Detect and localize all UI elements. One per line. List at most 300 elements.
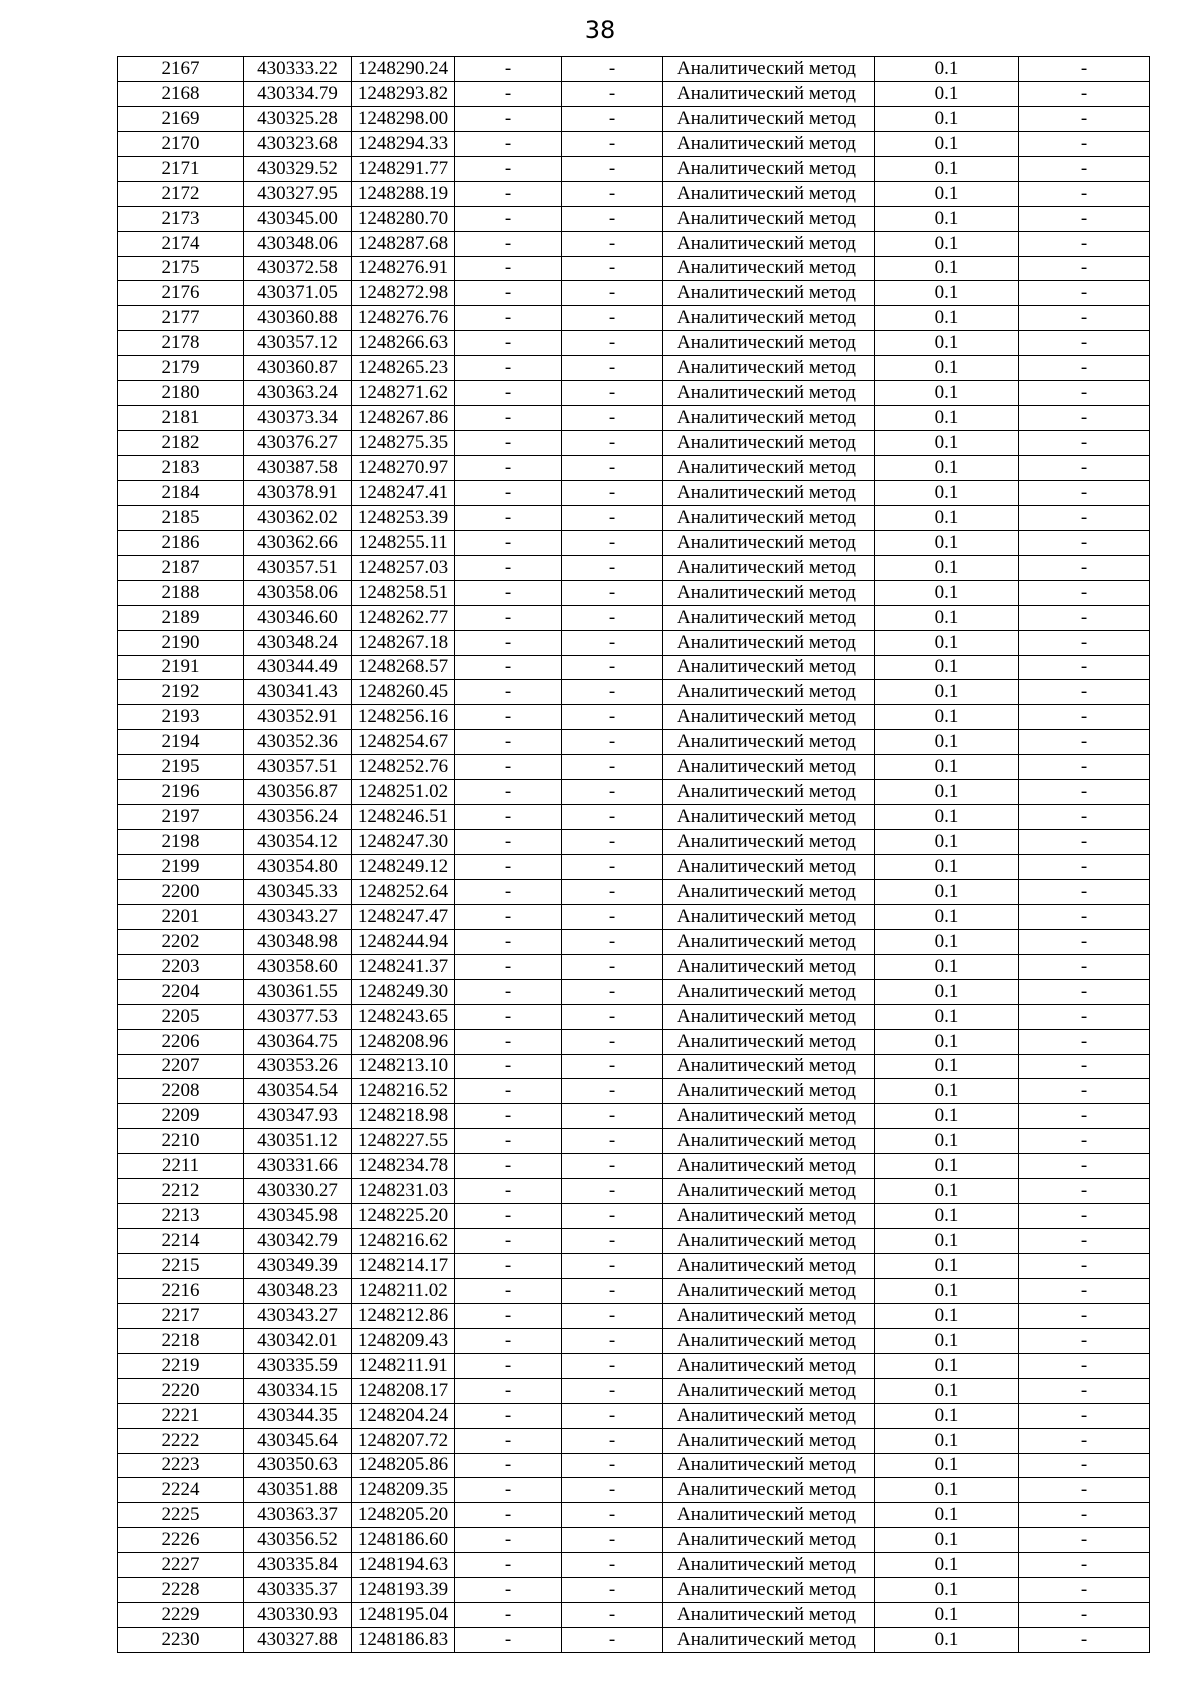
cell-col-5: - [562,1503,663,1528]
cell-col-4: - [455,181,562,206]
cell-point-number: 2210 [118,1129,244,1154]
cell-point-number: 2230 [118,1628,244,1653]
cell-accuracy: 0.1 [875,1029,1019,1054]
cell-point-number: 2190 [118,630,244,655]
cell-coord-x: 430330.93 [244,1603,352,1628]
cell-accuracy: 0.1 [875,1528,1019,1553]
cell-coord-x: 430357.51 [244,755,352,780]
cell-coord-y: 1248298.00 [352,106,455,131]
cell-col-4: - [455,805,562,830]
cell-col-4: - [455,1204,562,1229]
cell-col-8: - [1019,655,1150,680]
cell-coord-y: 1248271.62 [352,381,455,406]
cell-col-5: - [562,580,663,605]
cell-method: Аналитический метод [663,655,875,680]
cell-method: Аналитический метод [663,830,875,855]
cell-col-8: - [1019,929,1150,954]
cell-col-4: - [455,456,562,481]
cell-coord-x: 430364.75 [244,1029,352,1054]
cell-col-4: - [455,480,562,505]
cell-accuracy: 0.1 [875,156,1019,181]
cell-col-4: - [455,1603,562,1628]
cell-accuracy: 0.1 [875,1054,1019,1079]
cell-col-4: - [455,156,562,181]
cell-accuracy: 0.1 [875,505,1019,530]
table-row [118,755,1150,780]
cell-coord-x: 430351.88 [244,1478,352,1503]
cell-accuracy: 0.1 [875,580,1019,605]
cell-method: Аналитический метод [663,929,875,954]
table-row [118,630,1150,655]
cell-method: Аналитический метод [663,381,875,406]
cell-coord-x: 430371.05 [244,281,352,306]
cell-accuracy: 0.1 [875,1453,1019,1478]
cell-col-8: - [1019,1303,1150,1328]
cell-col-5: - [562,1553,663,1578]
cell-col-8: - [1019,81,1150,106]
cell-col-4: - [455,1303,562,1328]
cell-accuracy: 0.1 [875,131,1019,156]
cell-coord-y: 1248208.17 [352,1378,455,1403]
table-row [118,705,1150,730]
cell-method: Аналитический метод [663,605,875,630]
cell-method: Аналитический метод [663,57,875,82]
cell-col-5: - [562,755,663,780]
cell-coord-y: 1248256.16 [352,705,455,730]
table-row [118,1578,1150,1603]
cell-col-4: - [455,256,562,281]
cell-col-5: - [562,705,663,730]
cell-point-number: 2196 [118,780,244,805]
cell-accuracy: 0.1 [875,306,1019,331]
cell-point-number: 2226 [118,1528,244,1553]
cell-col-8: - [1019,505,1150,530]
cell-coord-x: 430350.63 [244,1453,352,1478]
cell-col-4: - [455,406,562,431]
cell-coord-x: 430342.79 [244,1229,352,1254]
cell-point-number: 2227 [118,1553,244,1578]
cell-method: Аналитический метод [663,331,875,356]
cell-col-4: - [455,855,562,880]
cell-accuracy: 0.1 [875,1428,1019,1453]
cell-method: Аналитический метод [663,954,875,979]
cell-accuracy: 0.1 [875,755,1019,780]
cell-coord-y: 1248276.91 [352,256,455,281]
cell-point-number: 2191 [118,655,244,680]
cell-point-number: 2192 [118,680,244,705]
cell-coord-x: 430343.27 [244,904,352,929]
cell-col-5: - [562,1578,663,1603]
cell-col-5: - [562,256,663,281]
cell-col-8: - [1019,431,1150,456]
cell-coord-y: 1248257.03 [352,555,455,580]
cell-col-5: - [562,1129,663,1154]
cell-col-8: - [1019,1278,1150,1303]
cell-point-number: 2225 [118,1503,244,1528]
cell-col-5: - [562,655,663,680]
table-row [118,1453,1150,1478]
cell-method: Аналитический метод [663,106,875,131]
cell-col-4: - [455,1004,562,1029]
cell-accuracy: 0.1 [875,206,1019,231]
table-row [118,1129,1150,1154]
cell-accuracy: 0.1 [875,1079,1019,1104]
cell-method: Аналитический метод [663,730,875,755]
cell-coord-y: 1248212.86 [352,1303,455,1328]
cell-method: Аналитический метод [663,456,875,481]
cell-coord-y: 1248265.23 [352,356,455,381]
table-row [118,1104,1150,1129]
cell-col-8: - [1019,1528,1150,1553]
cell-point-number: 2178 [118,331,244,356]
cell-method: Аналитический метод [663,1528,875,1553]
cell-col-4: - [455,1478,562,1503]
cell-col-8: - [1019,680,1150,705]
cell-coord-y: 1248266.63 [352,331,455,356]
cell-method: Аналитический метод [663,1453,875,1478]
table-row [118,456,1150,481]
cell-method: Аналитический метод [663,805,875,830]
cell-accuracy: 0.1 [875,256,1019,281]
cell-col-8: - [1019,1104,1150,1129]
cell-col-4: - [455,1179,562,1204]
cell-accuracy: 0.1 [875,456,1019,481]
table-row [118,356,1150,381]
cell-coord-y: 1248258.51 [352,580,455,605]
cell-col-4: - [455,780,562,805]
cell-coord-x: 430352.36 [244,730,352,755]
cell-accuracy: 0.1 [875,431,1019,456]
cell-coord-x: 430358.06 [244,580,352,605]
cell-point-number: 2172 [118,181,244,206]
table-row [118,206,1150,231]
cell-col-8: - [1019,1378,1150,1403]
cell-point-number: 2185 [118,505,244,530]
cell-coord-y: 1248244.94 [352,929,455,954]
cell-point-number: 2173 [118,206,244,231]
cell-col-5: - [562,406,663,431]
cell-accuracy: 0.1 [875,705,1019,730]
cell-col-5: - [562,855,663,880]
cell-coord-y: 1248249.30 [352,979,455,1004]
cell-method: Аналитический метод [663,1353,875,1378]
table-row [118,406,1150,431]
cell-method: Аналитический метод [663,306,875,331]
cell-accuracy: 0.1 [875,1104,1019,1129]
cell-method: Аналитический метод [663,1278,875,1303]
table-row [118,431,1150,456]
cell-coord-y: 1248267.86 [352,406,455,431]
cell-accuracy: 0.1 [875,231,1019,256]
cell-coord-x: 430323.68 [244,131,352,156]
cell-accuracy: 0.1 [875,1204,1019,1229]
cell-col-8: - [1019,1628,1150,1653]
cell-point-number: 2199 [118,855,244,880]
cell-coord-y: 1248241.37 [352,954,455,979]
cell-accuracy: 0.1 [875,181,1019,206]
table-row [118,480,1150,505]
cell-col-5: - [562,381,663,406]
cell-col-5: - [562,830,663,855]
cell-col-5: - [562,1453,663,1478]
cell-col-8: - [1019,331,1150,356]
cell-col-4: - [455,680,562,705]
cell-method: Аналитический метод [663,555,875,580]
table-row [118,505,1150,530]
cell-col-8: - [1019,979,1150,1004]
cell-col-5: - [562,555,663,580]
cell-coord-y: 1248227.55 [352,1129,455,1154]
cell-method: Аналитический метод [663,530,875,555]
cell-col-4: - [455,1054,562,1079]
cell-col-5: - [562,680,663,705]
cell-method: Аналитический метод [663,580,875,605]
table-row [118,331,1150,356]
cell-coord-y: 1248262.77 [352,605,455,630]
cell-accuracy: 0.1 [875,1179,1019,1204]
cell-accuracy: 0.1 [875,1303,1019,1328]
cell-accuracy: 0.1 [875,1628,1019,1653]
cell-accuracy: 0.1 [875,1278,1019,1303]
cell-accuracy: 0.1 [875,1004,1019,1029]
cell-col-4: - [455,1578,562,1603]
cell-col-4: - [455,1104,562,1129]
table-row [118,929,1150,954]
cell-col-8: - [1019,705,1150,730]
cell-point-number: 2206 [118,1029,244,1054]
cell-coord-x: 430327.95 [244,181,352,206]
cell-coord-x: 430348.06 [244,231,352,256]
cell-col-8: - [1019,356,1150,381]
cell-col-8: - [1019,530,1150,555]
cell-accuracy: 0.1 [875,855,1019,880]
cell-point-number: 2222 [118,1428,244,1453]
cell-accuracy: 0.1 [875,1353,1019,1378]
cell-col-4: - [455,381,562,406]
cell-coord-y: 1248213.10 [352,1054,455,1079]
table-row [118,1378,1150,1403]
cell-accuracy: 0.1 [875,81,1019,106]
cell-col-8: - [1019,1403,1150,1428]
cell-col-5: - [562,1179,663,1204]
cell-col-5: - [562,131,663,156]
cell-coord-x: 430378.91 [244,480,352,505]
cell-method: Аналитический метод [663,356,875,381]
cell-point-number: 2211 [118,1154,244,1179]
cell-col-4: - [455,655,562,680]
cell-point-number: 2180 [118,381,244,406]
cell-col-8: - [1019,1353,1150,1378]
cell-col-8: - [1019,1428,1150,1453]
cell-col-5: - [562,306,663,331]
table-row [118,655,1150,680]
cell-col-4: - [455,356,562,381]
cell-accuracy: 0.1 [875,1254,1019,1279]
cell-method: Аналитический метод [663,1029,875,1054]
cell-point-number: 2212 [118,1179,244,1204]
cell-coord-x: 430330.27 [244,1179,352,1204]
cell-col-5: - [562,1628,663,1653]
cell-coord-x: 430353.26 [244,1054,352,1079]
cell-col-5: - [562,281,663,306]
cell-accuracy: 0.1 [875,1478,1019,1503]
table-row [118,680,1150,705]
cell-coord-x: 430347.93 [244,1104,352,1129]
cell-point-number: 2204 [118,979,244,1004]
cell-point-number: 2221 [118,1403,244,1428]
cell-col-5: - [562,1004,663,1029]
cell-method: Аналитический метод [663,1503,875,1528]
cell-col-8: - [1019,1553,1150,1578]
cell-method: Аналитический метод [663,1154,875,1179]
cell-method: Аналитический метод [663,1628,875,1653]
cell-accuracy: 0.1 [875,480,1019,505]
cell-coord-x: 430348.23 [244,1278,352,1303]
cell-coord-y: 1248207.72 [352,1428,455,1453]
cell-coord-x: 430346.60 [244,605,352,630]
cell-coord-y: 1248211.91 [352,1353,455,1378]
table-row [118,106,1150,131]
cell-col-8: - [1019,1179,1150,1204]
cell-col-5: - [562,206,663,231]
table-row [118,1204,1150,1229]
cell-accuracy: 0.1 [875,381,1019,406]
cell-col-4: - [455,929,562,954]
cell-col-4: - [455,1403,562,1428]
cell-coord-x: 430342.01 [244,1328,352,1353]
cell-col-8: - [1019,231,1150,256]
cell-coord-y: 1248225.20 [352,1204,455,1229]
cell-col-5: - [562,1229,663,1254]
cell-point-number: 2217 [118,1303,244,1328]
table-row [118,1553,1150,1578]
cell-col-5: - [562,1478,663,1503]
cell-coord-y: 1248243.65 [352,1004,455,1029]
cell-point-number: 2224 [118,1478,244,1503]
cell-coord-y: 1248294.33 [352,131,455,156]
cell-coord-y: 1248253.39 [352,505,455,530]
cell-col-8: - [1019,730,1150,755]
cell-method: Аналитический метод [663,1378,875,1403]
cell-coord-x: 430362.02 [244,505,352,530]
table-row [118,1403,1150,1428]
cell-method: Аналитический метод [663,1004,875,1029]
cell-accuracy: 0.1 [875,680,1019,705]
cell-col-4: - [455,1453,562,1478]
cell-coord-x: 430377.53 [244,1004,352,1029]
cell-col-8: - [1019,1204,1150,1229]
table-row [118,156,1150,181]
table-row [118,879,1150,904]
cell-method: Аналитический метод [663,755,875,780]
cell-method: Аналитический метод [663,1229,875,1254]
cell-coord-y: 1248290.24 [352,57,455,82]
cell-coord-y: 1248252.64 [352,879,455,904]
cell-accuracy: 0.1 [875,356,1019,381]
cell-point-number: 2169 [118,106,244,131]
cell-accuracy: 0.1 [875,1403,1019,1428]
cell-coord-x: 430329.52 [244,156,352,181]
cell-method: Аналитический метод [663,256,875,281]
cell-accuracy: 0.1 [875,805,1019,830]
cell-coord-x: 430357.12 [244,331,352,356]
cell-col-8: - [1019,206,1150,231]
cell-accuracy: 0.1 [875,530,1019,555]
cell-coord-y: 1248205.20 [352,1503,455,1528]
cell-accuracy: 0.1 [875,331,1019,356]
cell-method: Аналитический метод [663,505,875,530]
cell-col-4: - [455,331,562,356]
cell-method: Аналитический метод [663,855,875,880]
cell-col-5: - [562,879,663,904]
cell-coord-x: 430335.59 [244,1353,352,1378]
cell-point-number: 2176 [118,281,244,306]
cell-coord-y: 1248204.24 [352,1403,455,1428]
cell-coord-x: 430335.37 [244,1578,352,1603]
cell-col-8: - [1019,879,1150,904]
cell-accuracy: 0.1 [875,281,1019,306]
cell-method: Аналитический метод [663,1129,875,1154]
cell-coord-x: 430360.87 [244,356,352,381]
cell-col-5: - [562,1603,663,1628]
cell-col-4: - [455,879,562,904]
cell-col-8: - [1019,1503,1150,1528]
cell-point-number: 2200 [118,879,244,904]
cell-coord-y: 1248247.47 [352,904,455,929]
cell-point-number: 2179 [118,356,244,381]
cell-col-5: - [562,1353,663,1378]
cell-accuracy: 0.1 [875,1229,1019,1254]
table-row [118,1428,1150,1453]
table-row [118,904,1150,929]
cell-coord-x: 430373.34 [244,406,352,431]
cell-col-4: - [455,131,562,156]
cell-accuracy: 0.1 [875,1578,1019,1603]
cell-coord-x: 430360.88 [244,306,352,331]
table-row [118,1004,1150,1029]
cell-coord-x: 430357.51 [244,555,352,580]
cell-coord-y: 1248276.76 [352,306,455,331]
cell-accuracy: 0.1 [875,106,1019,131]
cell-coord-x: 430372.58 [244,256,352,281]
cell-point-number: 2193 [118,705,244,730]
cell-coord-x: 430344.35 [244,1403,352,1428]
cell-coord-y: 1248194.63 [352,1553,455,1578]
cell-col-5: - [562,431,663,456]
cell-point-number: 2202 [118,929,244,954]
cell-point-number: 2201 [118,904,244,929]
cell-col-8: - [1019,406,1150,431]
cell-point-number: 2167 [118,57,244,82]
cell-coord-x: 430333.22 [244,57,352,82]
cell-point-number: 2220 [118,1378,244,1403]
cell-col-8: - [1019,805,1150,830]
cell-point-number: 2175 [118,256,244,281]
cell-method: Аналитический метод [663,979,875,1004]
cell-coord-x: 430354.12 [244,830,352,855]
table-row [118,1154,1150,1179]
cell-coord-x: 430356.24 [244,805,352,830]
cell-col-5: - [562,1278,663,1303]
table-row [118,954,1150,979]
cell-method: Аналитический метод [663,705,875,730]
cell-coord-x: 430363.24 [244,381,352,406]
cell-col-5: - [562,356,663,381]
cell-col-8: - [1019,57,1150,82]
cell-accuracy: 0.1 [875,1503,1019,1528]
cell-col-5: - [562,1378,663,1403]
table-row [118,555,1150,580]
